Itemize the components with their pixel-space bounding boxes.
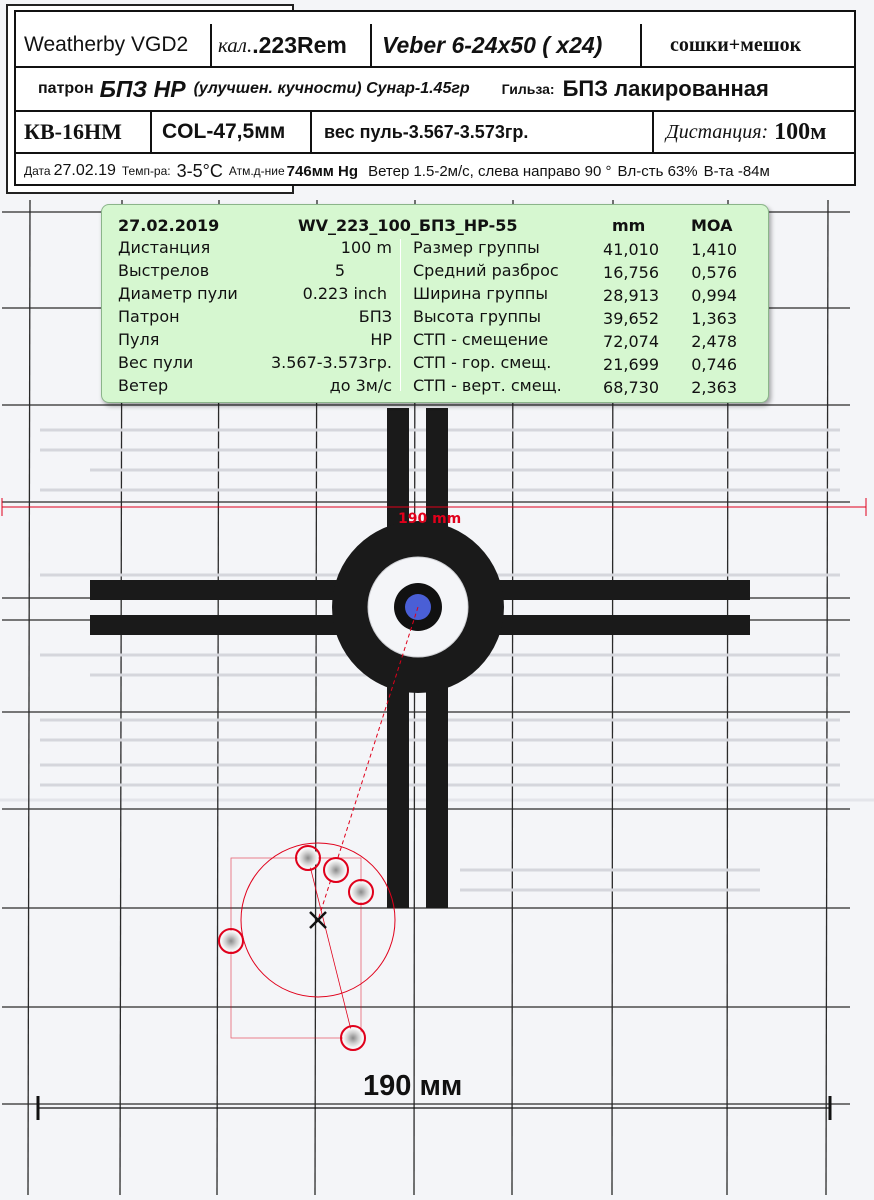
left-value: до 3м/с: [329, 376, 392, 395]
scope-name: Veber 6-24x50 ( x24): [372, 24, 642, 66]
right-label: Размер группы: [413, 238, 540, 257]
right-label: СТП - гор. смещ.: [413, 353, 552, 372]
bullet-weight: вес пуль-3.567-3.573гр.: [312, 112, 654, 152]
left-value: БПЗ: [358, 307, 392, 326]
temp-value: 3-5°C: [176, 160, 223, 181]
left-label: Пуля: [118, 330, 160, 349]
panel-date: 27.02.2019: [118, 216, 220, 235]
pressure-value: 746мм Hg: [286, 162, 359, 180]
bullet-hole: [326, 860, 346, 880]
right-mm: 28,913: [603, 286, 659, 305]
right-mm: 39,652: [603, 309, 659, 328]
cartridge-value: БПЗ HP: [99, 75, 186, 102]
panel-name: WV_223_100_БПЗ_HP-55: [298, 216, 518, 235]
right-moa: 0,994: [691, 286, 737, 305]
cartridge-note: (улучшен. кучности) Сунар-1.45гр: [193, 80, 470, 97]
right-moa: 1,363: [691, 309, 737, 328]
left-label: Выстрелов: [118, 261, 210, 280]
right-moa: 2,478: [691, 332, 737, 351]
left-value: 3.567-3.573гр.: [270, 353, 392, 372]
case-label: Гильза:: [501, 81, 555, 97]
cartridge-label: патрон: [38, 80, 94, 97]
caliber-value: .223Rem: [252, 31, 347, 58]
col-mm-header: mm: [612, 216, 646, 235]
header-row-2: [16, 68, 854, 112]
pressure-label: Атм.д-ние: [228, 164, 285, 178]
right-moa: 1,410: [691, 240, 737, 259]
right-mm: 72,074: [603, 332, 659, 351]
bullet-hole: [298, 848, 318, 868]
bullet-hole: [221, 931, 241, 951]
distance-value: 100м: [774, 118, 827, 145]
press-name: КВ-16НМ: [16, 112, 152, 152]
header-card: [14, 10, 856, 186]
weather-cell: [16, 154, 854, 188]
bullet-hole: [343, 1028, 363, 1048]
left-value: 100 m: [340, 238, 392, 257]
left-label: Вес пули: [118, 353, 194, 372]
right-label: Ширина группы: [413, 284, 548, 303]
right-mm: 41,010: [603, 240, 659, 259]
rifle-name: Weatherby VGD2: [16, 24, 212, 66]
right-label: Средний разброс: [413, 261, 559, 280]
distance-cell: [654, 112, 854, 152]
caliber-prefix: кал.: [218, 32, 253, 57]
right-mm: 16,756: [603, 263, 659, 282]
date-value: 27.02.19: [53, 162, 116, 179]
right-label: СТП - верт. смещ.: [413, 376, 562, 395]
cartridge-cell: [16, 68, 846, 110]
col-value: COL-47,5мм: [152, 112, 312, 152]
right-mm: 21,699: [603, 355, 659, 374]
right-label: Высота группы: [413, 307, 541, 326]
left-label: Ветер: [118, 376, 169, 395]
right-moa: 2,363: [691, 378, 737, 397]
left-value: HP: [370, 330, 392, 349]
header-row-3: [16, 112, 854, 154]
altitude-value: В-та -84м: [703, 162, 770, 180]
left-value: 0.223 inch: [302, 284, 387, 303]
bullet-hole: [351, 882, 371, 902]
header-row-1: [16, 24, 854, 68]
support-type: сошки+мешок: [670, 33, 802, 56]
date-label: Дата: [24, 164, 51, 178]
header-row-4: [16, 154, 854, 188]
right-mm: 68,730: [603, 378, 659, 397]
right-moa: 0,576: [691, 263, 737, 282]
caliber-cell: [212, 24, 372, 66]
distance-label: Дистанция:: [666, 120, 769, 143]
col-moa-header: MOA: [691, 216, 733, 235]
wind-value: Ветер 1.5-2м/с, слева направо 90 °: [368, 162, 612, 180]
right-moa: 0,746: [691, 355, 737, 374]
case-value: БПЗ лакированная: [562, 76, 769, 101]
group-stats-panel: [101, 204, 769, 403]
right-label: СТП - смещение: [413, 330, 549, 349]
target-scale-label: 190 мм: [363, 1070, 463, 1102]
left-label: Дистанция: [118, 238, 211, 257]
left-value: 5: [334, 261, 346, 280]
humidity-value: Вл-сть 63%: [617, 162, 698, 180]
left-label: Диаметр пули: [118, 284, 238, 303]
scale-annotation-label: 190 mm: [398, 511, 462, 527]
temp-label: Темп-ра:: [121, 164, 171, 178]
left-label: Патрон: [118, 307, 180, 326]
